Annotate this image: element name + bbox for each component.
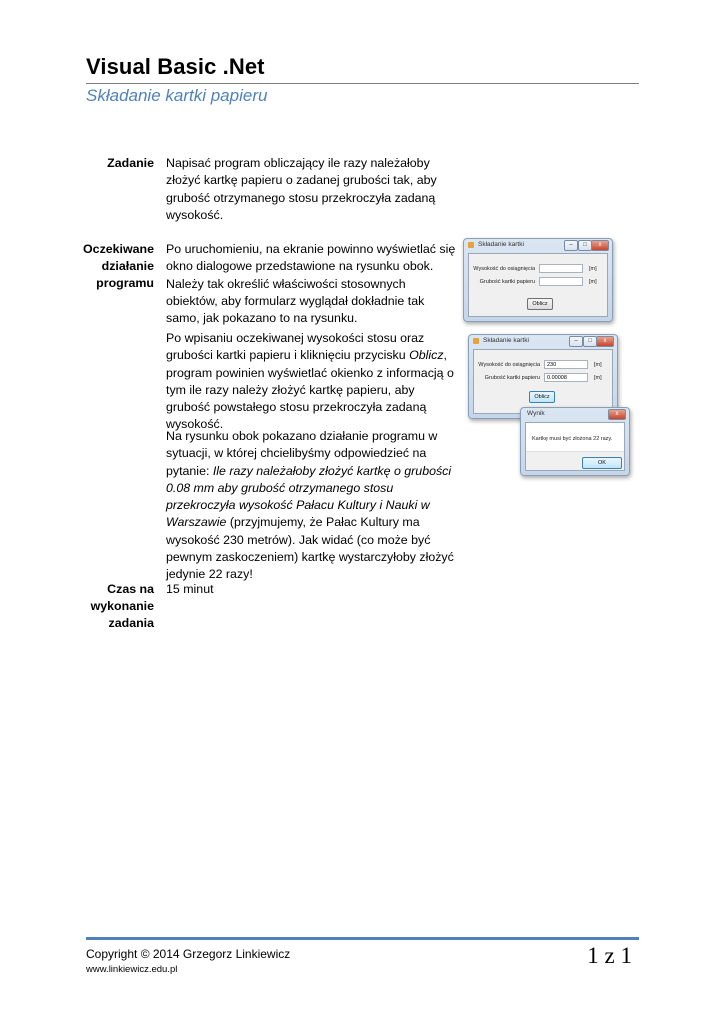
height-label: Wysokość do osiągnięcia bbox=[473, 266, 535, 272]
page-number: 1 z 1 bbox=[587, 943, 632, 968]
page-title: Visual Basic .Net bbox=[86, 54, 265, 79]
height-label: Wysokość do osiągnięcia bbox=[478, 362, 540, 368]
maximize-button[interactable]: □ bbox=[583, 336, 597, 347]
maximize-button[interactable]: □ bbox=[578, 240, 592, 251]
question-emphasis: Ile razy należałoby złożyć kartkę o grubości 0.08 mm aby grubość otrzymanego stosu przekroczyła wysokość Pałacu Kultury i Nauki w Warszawie bbox=[166, 463, 452, 530]
title-divider bbox=[86, 83, 639, 84]
minimize-button[interactable]: – bbox=[569, 336, 583, 347]
height-unit: [m] bbox=[594, 362, 602, 368]
oblicz-button[interactable]: Oblicz bbox=[529, 391, 555, 403]
dialog-client-area bbox=[468, 253, 608, 317]
task-label: Zadanie bbox=[107, 156, 154, 170]
thickness-label: Grubość kartki papieru bbox=[479, 279, 535, 285]
expected-paragraph-2: Po wpisaniu oczekiwanej wysokości stosu oraz grubości kartki papieru i kliknięciu przycisku Oblicz, program powinien wyświetlać okienko z informacją o tym ile razy należy złożyć kartkę papieru, aby grubość powstałego stosu przekroczyła zadaną wysokość. bbox=[166, 331, 454, 432]
page-subtitle: Składanie kartki papieru bbox=[86, 86, 268, 105]
oblicz-button[interactable]: Oblicz bbox=[527, 298, 553, 310]
result-message-box bbox=[520, 407, 630, 476]
message-title: Wynik bbox=[527, 410, 545, 417]
expected-paragraph-1: Po uruchomieniu, na ekranie powinno wyświetlać się okno dialogowe przedstawione na rysunku obok. Należy tak określić właściwości stosownych obiektów, aby formularz wyglądał dokładnie tak samo, jak pokazano to na rysunku. bbox=[166, 242, 456, 326]
copyright: Copyright © 2014 Grzegorz Linkiewicz bbox=[86, 947, 291, 961]
app-icon bbox=[468, 242, 474, 248]
height-unit: [m] bbox=[589, 266, 597, 272]
close-button[interactable]: x bbox=[596, 336, 614, 347]
thickness-unit: [m] bbox=[594, 375, 602, 381]
time-value: 15 minut bbox=[166, 582, 214, 596]
expected-label: Oczekiwane działanie programu bbox=[83, 242, 154, 290]
dialog-client-area bbox=[473, 349, 613, 414]
message-titlebar bbox=[521, 408, 629, 422]
task-text: Napisać program obliczający ile razy należałoby złożyć kartkę papieru o zadanej grubości tak, aby grubość otrzymanego stosu przekroczyła zadaną wysokość. bbox=[166, 156, 437, 222]
app-icon bbox=[473, 338, 479, 344]
thickness-label: Grubość kartki papieru bbox=[484, 375, 540, 381]
message-client-area bbox=[525, 422, 625, 471]
minimize-button[interactable]: – bbox=[564, 240, 578, 251]
oblicz-emphasis: Oblicz bbox=[409, 348, 444, 363]
ok-button[interactable]: OK bbox=[582, 457, 622, 469]
height-input[interactable]: 230 bbox=[544, 360, 588, 369]
close-button[interactable]: x bbox=[591, 240, 609, 251]
thickness-input[interactable] bbox=[539, 277, 583, 286]
dialog-empty-form bbox=[463, 238, 613, 322]
website-link[interactable]: www.linkiewicz.edu.pl bbox=[86, 964, 178, 975]
time-label: Czas na wykonanie zadania bbox=[90, 582, 154, 630]
dialog-titlebar bbox=[469, 335, 617, 349]
dialog-title: Składanie kartki bbox=[483, 337, 529, 344]
footer-divider bbox=[86, 937, 639, 940]
height-input[interactable] bbox=[539, 264, 583, 273]
thickness-unit: [m] bbox=[589, 279, 597, 285]
close-button[interactable]: x bbox=[608, 409, 626, 420]
thickness-input[interactable]: 0.00008 bbox=[544, 373, 588, 382]
dialog-title: Składanie kartki bbox=[478, 241, 524, 248]
dialog-titlebar bbox=[464, 239, 612, 253]
expected-paragraph-3: Na rysunku obok pokazano działanie programu w sytuacji, w której chcielibyśmy odpowiedzieć na pytanie: Ile razy należałoby złożyć kartkę o grubości 0.08 mm aby grubość otrzymanego stosu przekroczyła wysokość Pałacu Kultury i Nauki w Warszawie (przyjmujemy, że Pałac Kultury ma wysokość 230 metrów). Jak widać (co może być pewnym zaskoczeniem) kartkę wystarczyłoby złożyć jedynie 22 razy! bbox=[166, 429, 454, 582]
result-message: Kartkę musi być złożona 22 razy. bbox=[532, 436, 613, 442]
